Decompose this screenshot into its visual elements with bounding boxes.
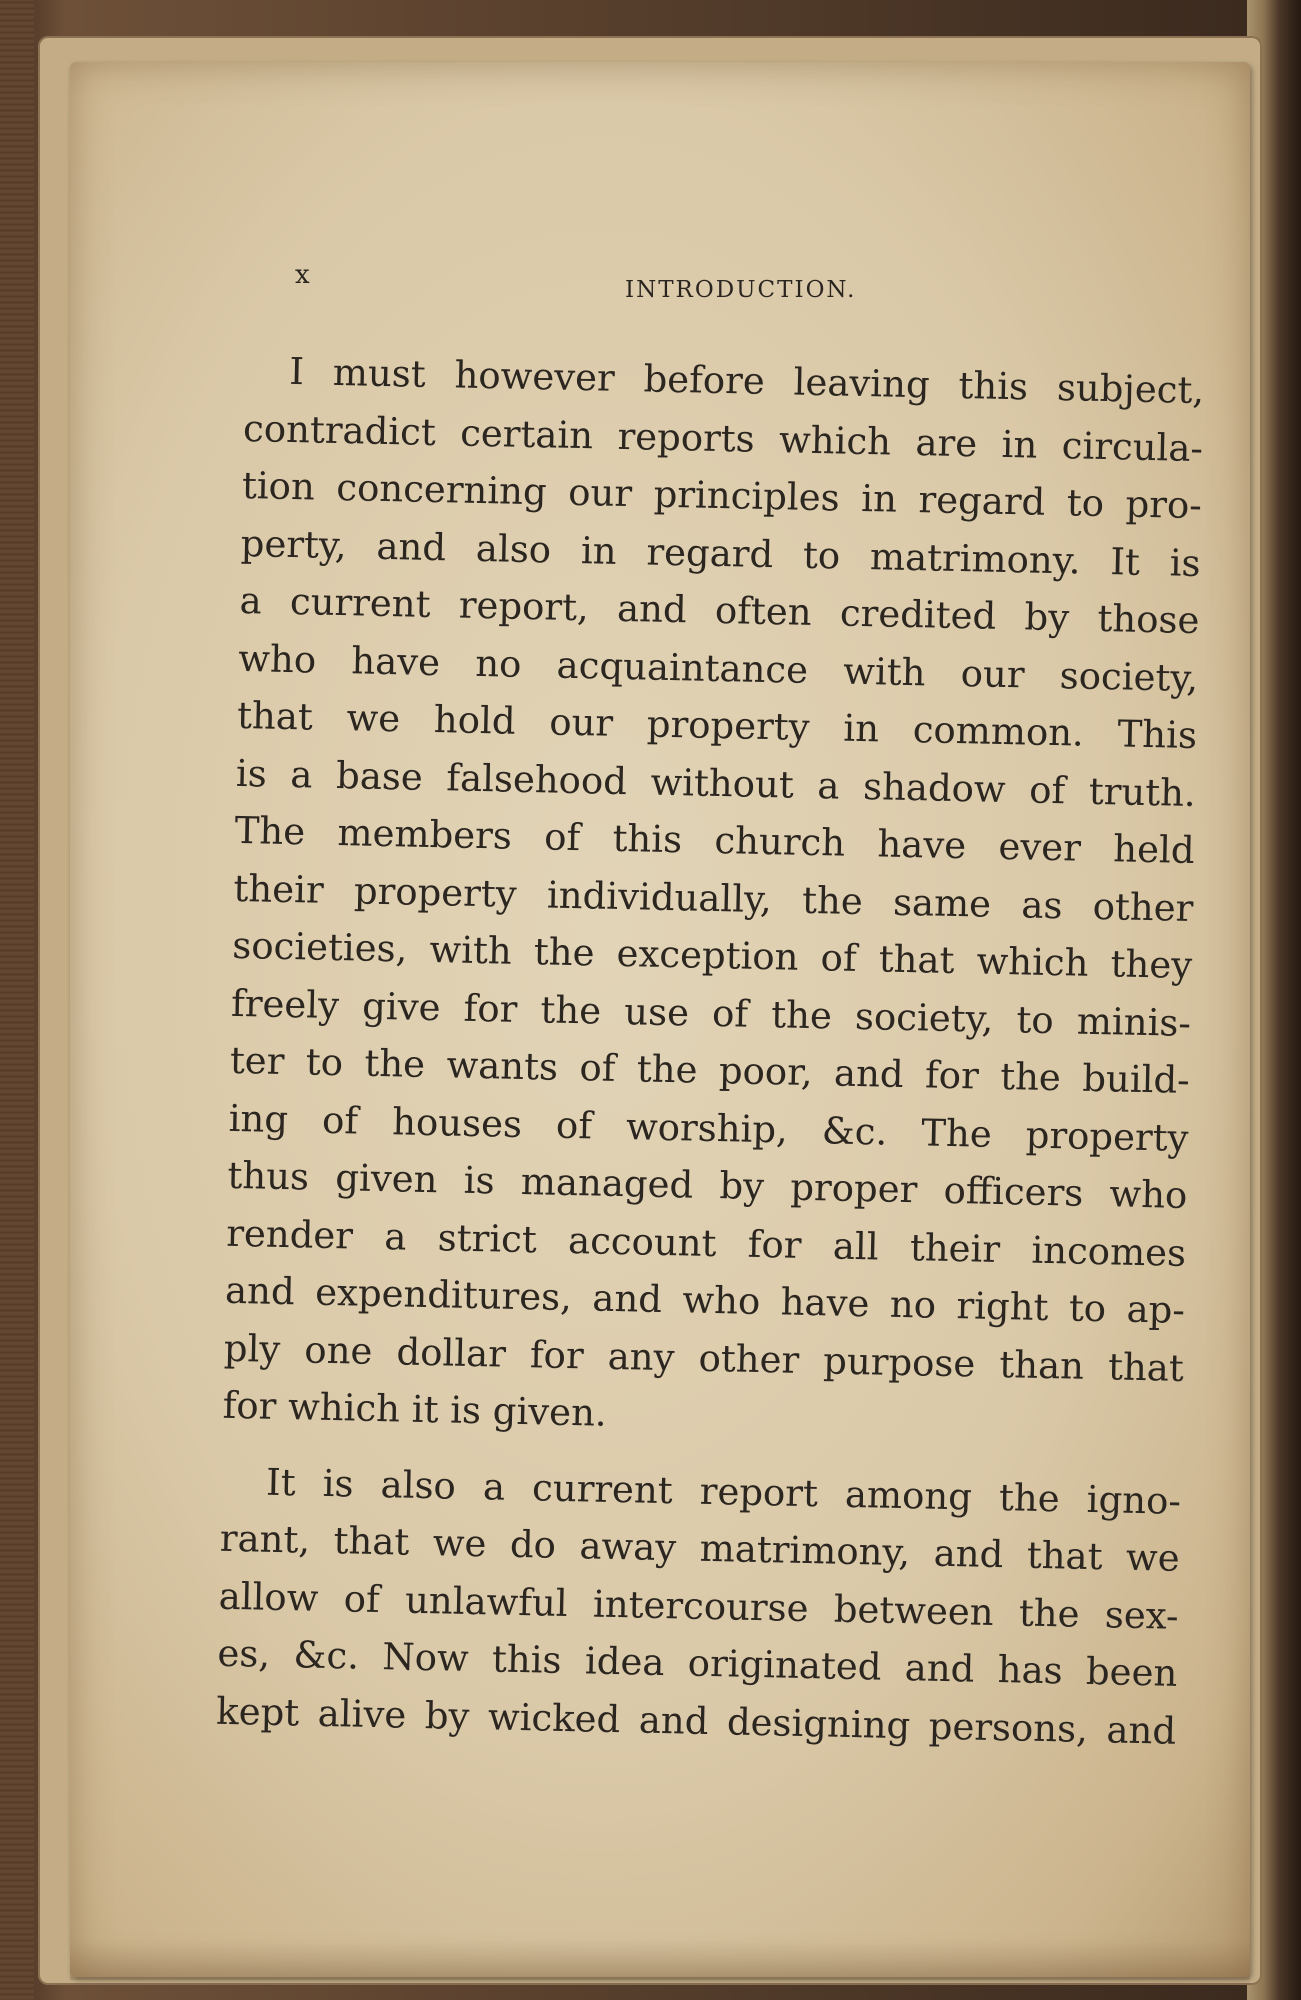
page-bottom-shadow [70,1940,1250,1980]
word: any [607,1334,676,1379]
word: as [1020,882,1063,927]
text-line: for which it is given. [222,1383,608,1435]
word: is [235,751,268,796]
word: of [1028,768,1066,812]
word: Now [381,1635,470,1680]
word: alive [317,1691,407,1737]
word: also [475,526,552,571]
word: and [376,524,447,569]
word: among [844,1472,973,1518]
word: This [1117,712,1198,758]
word: and [591,1276,663,1321]
word: igno- [1086,1477,1182,1523]
word: of [543,815,581,860]
word: in [1001,422,1038,467]
word: to [1068,1286,1107,1331]
word: however [454,353,616,400]
word: regard [646,529,774,576]
word: ply [223,1326,281,1371]
word: a [383,1214,407,1259]
word: and [616,586,688,632]
word: thus [227,1153,310,1199]
word: contradict [242,406,437,454]
running-title: INTRODUCTION. [625,277,857,303]
word: ing [228,1096,289,1141]
word: church [714,818,846,865]
word: render [225,1211,354,1257]
word: societies, [231,923,408,971]
word: held [1112,827,1195,872]
word: the [770,992,833,1037]
word: exception [616,931,799,979]
word: report, [458,583,590,630]
word: regard [918,478,1046,524]
word: is [463,1158,496,1203]
word: sex- [1104,1592,1179,1638]
word: and [638,1698,709,1743]
word: we [1125,1535,1181,1580]
word: The [234,808,306,854]
word: truth. [1088,769,1197,815]
word: to [305,1040,344,1085]
word: persons, [928,1704,1089,1751]
word: that [236,693,314,739]
word: of [555,1103,593,1147]
word: for [463,986,518,1031]
word: their [909,1225,1001,1271]
word: It [265,1460,297,1504]
word: use [623,989,690,1034]
word: same [892,880,992,926]
word: tion [241,463,316,509]
word: matrimony. [869,534,1081,583]
word: pro- [1125,482,1203,528]
word: current [289,580,431,626]
word: a [239,578,263,623]
word: and [224,1268,296,1314]
word: hold [433,698,517,743]
paragraph-1 [222,342,1205,1454]
word: the [533,930,595,975]
word: with [842,649,926,694]
word: certain [459,411,594,457]
word: they [1110,942,1193,987]
word: ap- [1126,1287,1186,1332]
word: the [801,878,864,923]
word: I [288,349,305,394]
word: subject, [1056,366,1205,413]
word: report [699,1469,819,1515]
word: &c. [821,1108,888,1154]
word: give [361,984,441,1029]
word: base [335,753,424,799]
word: given [334,1156,438,1202]
word: common. [912,708,1085,755]
word: before [643,357,766,403]
word: managed [520,1159,694,1207]
word: must [332,350,427,396]
word: the [998,1475,1061,1520]
word: The [920,1110,993,1156]
word: and [1106,1707,1177,1753]
word: to [1066,481,1105,526]
word: are [915,420,978,465]
word: by [719,1164,765,1209]
word: acquaintance [556,643,809,692]
word: do [509,1522,557,1567]
word: this [612,816,683,862]
word: that [1026,1533,1103,1579]
word: incomes [1031,1228,1187,1275]
word: perty, [240,521,348,567]
word: their [233,866,325,912]
word: and [904,1646,975,1691]
word: purpose [822,1338,976,1386]
word: &c. [293,1633,360,1678]
word: has [997,1648,1064,1693]
word: leaving [793,360,931,407]
word: the [540,987,602,1033]
word: is [322,1461,355,1506]
word: wicked [487,1694,621,1741]
word: property [646,702,811,749]
word: rant, [219,1516,311,1562]
word: by [1024,595,1070,640]
book-cover-left-edge [0,0,34,2000]
word: between [833,1587,995,1634]
word: other [1092,884,1194,930]
word: officers [943,1168,1084,1215]
word: with [429,928,513,973]
word: in [842,706,880,751]
word: matrimony, [699,1526,911,1575]
word: no [474,641,522,686]
word: property [353,868,518,916]
word: who [682,1278,761,1323]
word: have [877,822,967,868]
word: wants [446,1043,559,1089]
word: proper [789,1165,918,1212]
word: the [364,1041,426,1086]
word: the [636,1047,698,1092]
word: allow [218,1574,319,1620]
word: which [778,417,892,464]
word: our [960,651,1025,696]
word: those [1097,596,1200,643]
word: this [491,1637,563,1682]
word: of [343,1576,381,1621]
word: poor, [718,1049,814,1095]
word: strict [437,1215,538,1261]
page-number: x [295,260,311,290]
word: dollar [396,1329,507,1376]
word: in [580,528,618,573]
word: individually, [546,872,773,921]
word: freely [230,981,340,1027]
word: than [998,1342,1085,1388]
word: by [424,1693,470,1738]
word: away [579,1524,677,1570]
word: often [714,588,813,634]
word: concerning [335,465,548,514]
word: of [579,1046,616,1090]
word: the [999,1054,1062,1100]
word: current [531,1465,674,1512]
word: build- [1081,1056,1191,1102]
word: we [346,696,401,741]
word: we [432,1521,487,1566]
word: all [832,1224,880,1268]
word: kept [215,1689,300,1734]
word: for [529,1332,585,1377]
word: idea [584,1639,665,1685]
word: of [321,1098,359,1143]
word: reports [617,414,756,461]
page-body [216,342,1205,1760]
word: and [933,1531,1004,1577]
paragraph-2 [216,1452,1182,1760]
word: houses [391,1099,523,1146]
word: to [1016,997,1055,1042]
word: property [1025,1113,1189,1160]
word: other [698,1336,800,1382]
word: right [956,1284,1049,1330]
word: principles [653,472,841,520]
word: worship, [625,1104,789,1152]
word: this [958,363,1029,409]
word: that [878,937,955,982]
word: also [380,1462,457,1508]
word: es, [217,1631,271,1676]
word: a [289,752,313,797]
word: the [1018,1590,1081,1636]
word: designing [726,1699,911,1747]
word: originated [687,1641,882,1689]
word: a [816,763,840,808]
word: is [1169,540,1201,585]
word: expenditures, [314,1270,573,1320]
word: and [833,1051,905,1096]
word: It [1109,539,1141,584]
word: our [548,700,614,745]
word: of [820,936,858,980]
word: of [711,991,749,1036]
word: been [1085,1649,1178,1695]
word: ever [998,824,1082,870]
word: unlawful [404,1578,569,1625]
word: in [860,476,898,521]
word: account [567,1218,717,1265]
word: members [337,811,513,858]
word: a [482,1464,506,1509]
word: ter [229,1038,285,1083]
word: credited [839,591,997,638]
word: circula- [1061,423,1204,470]
word: which [976,939,1089,985]
word: without [650,760,795,807]
word: for [747,1222,802,1267]
word: that [333,1519,410,1564]
word: that [1107,1344,1185,1390]
word: intercourse [592,1582,809,1630]
word: society, [854,994,994,1041]
word: have [780,1280,870,1326]
word: falsehood [445,755,628,803]
word: society, [1059,653,1199,700]
word: who [237,636,317,682]
word: have [350,638,441,684]
word: one [303,1327,373,1373]
word: our [567,470,633,516]
word: to [802,533,841,578]
page-sheet [70,62,1250,1977]
word: for [924,1053,980,1098]
word: shadow [862,764,1007,811]
word: who [1109,1172,1188,1217]
word: no [889,1282,937,1327]
word: minis- [1076,999,1192,1045]
